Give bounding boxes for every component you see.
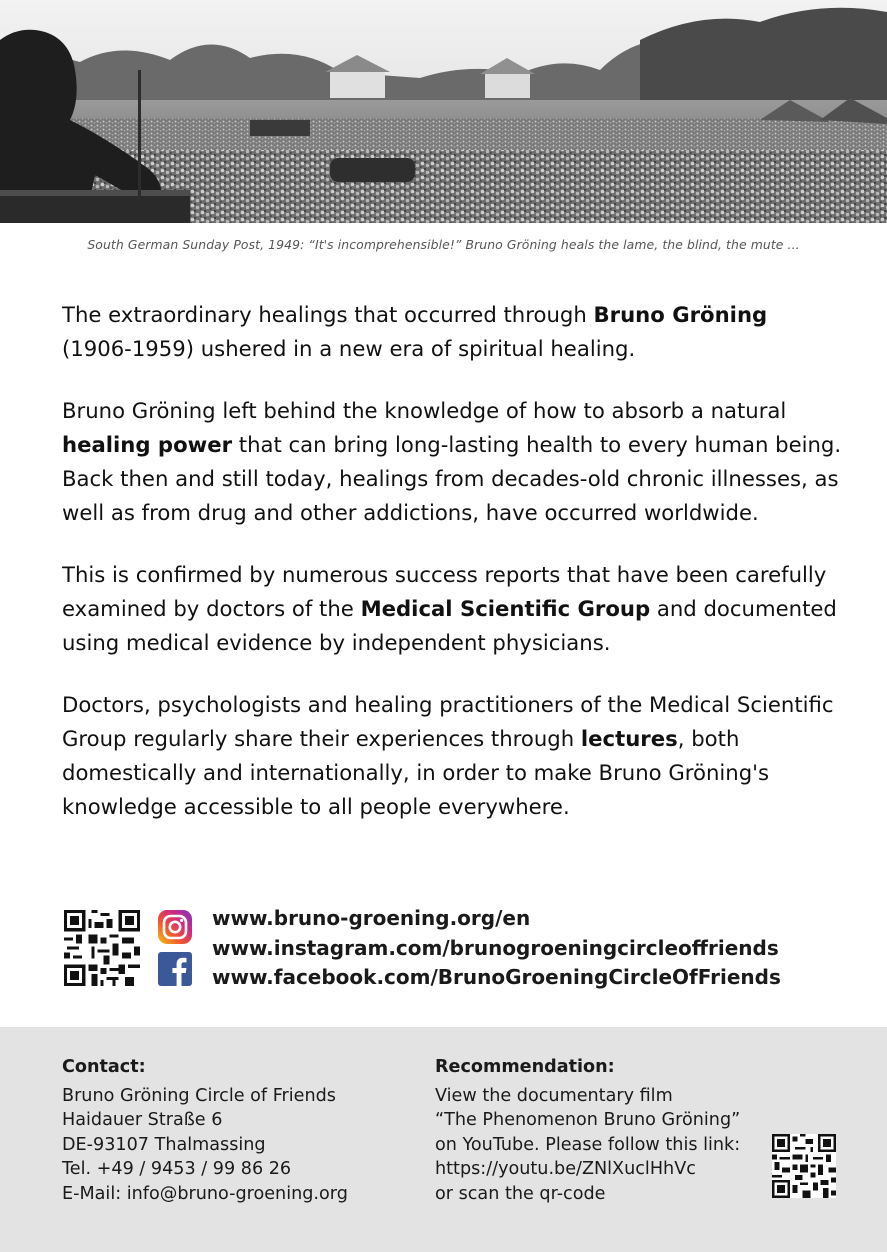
paragraph-4-text-c: , both domestically and internationally, in order to make Bruno Gröning's knowledge accessible to all people everywhere. (62, 726, 770, 819)
contact-name: Bruno Gröning Circle of Friends (62, 1085, 336, 1106)
footer (0, 1027, 887, 1252)
contact-street: Haidauer Straße 6 (62, 1110, 223, 1130)
recommendation-line-2: “The Phenomenon Bruno Gröning” (435, 1110, 741, 1130)
contact-city: DE-93107 Thalmassing (62, 1134, 266, 1155)
contact-email[interactable]: E-Mail: info@bruno-groening.org (62, 1183, 348, 1204)
main-text (62, 298, 842, 852)
paragraph-4 (62, 688, 842, 824)
paragraph-1-bold: Bruno Gröning (593, 302, 768, 327)
paragraph-2-text-c: that can bring long-lasting health to every human being. Back then and still today, healings from decades-old chronic illnesses, as well as from drug and other addictions, have occurred worldwide. (62, 432, 842, 525)
instagram-link[interactable]: www.instagram.com/brunogroeningcircleoffriends (212, 935, 779, 960)
paragraph-3-text-a: This is confirmed by numerous success reports that have been carefully examined by doctors of the (62, 562, 827, 621)
youtube-link[interactable]: https://youtu.be/ZNlXuclHhVc (435, 1159, 696, 1179)
paragraph-1 (62, 298, 842, 366)
facebook-link[interactable]: www.facebook.com/BrunoGroeningCircleOfFriends (212, 965, 781, 989)
paragraph-1-text-c: (1906-1959) ushered in a new era of spiritual healing. (62, 336, 636, 361)
instagram-icon[interactable] (158, 910, 192, 944)
qr-code-icon[interactable] (64, 910, 140, 986)
paragraph-3 (62, 558, 842, 660)
paragraph-4-bold: lectures (580, 726, 678, 751)
links-section (62, 904, 862, 994)
website-link[interactable]: www.bruno-groening.org/en (212, 906, 531, 930)
photo-caption: South German Sunday Post, 1949: “It's incomprehensible!” Bruno Gröning heals the lame, the blind, the mute ... (87, 237, 800, 252)
recommendation-line-3: on YouTube. Please follow this link: (435, 1134, 741, 1155)
paragraph-3-text-c: and documented using medical evidence by independent physicians. (62, 596, 837, 655)
youtube-qr-code-icon[interactable] (772, 1134, 836, 1198)
paragraph-2-text-a: Bruno Gröning left behind the knowledge of how to absorb a natural (62, 398, 787, 423)
paragraph-3-bold: Medical Scientific Group (360, 596, 651, 621)
facebook-icon[interactable] (158, 952, 192, 986)
paragraph-4-text-a: Doctors, psychologists and healing practitioners of the Medical Scientific Group regularly share their experiences through (62, 692, 834, 751)
contact-heading: Contact: (62, 1057, 146, 1077)
recommendation-line-1: View the documentary film (435, 1085, 673, 1106)
link-list (212, 904, 781, 993)
contact-phone: Tel. +49 / 9453 / 99 86 26 (62, 1159, 292, 1179)
paragraph-2-bold: healing power (62, 432, 233, 457)
recommendation-block (435, 1055, 740, 1206)
contact-block (62, 1055, 348, 1206)
recommendation-heading: Recommendation: (435, 1057, 615, 1077)
paragraph-2 (62, 394, 842, 530)
recommendation-line-5: or scan the qr-code (435, 1183, 606, 1204)
crowd-photo-illustration (0, 0, 887, 223)
header-photo (0, 0, 887, 223)
paragraph-1-text-a: The extraordinary healings that occurred through (62, 302, 594, 327)
